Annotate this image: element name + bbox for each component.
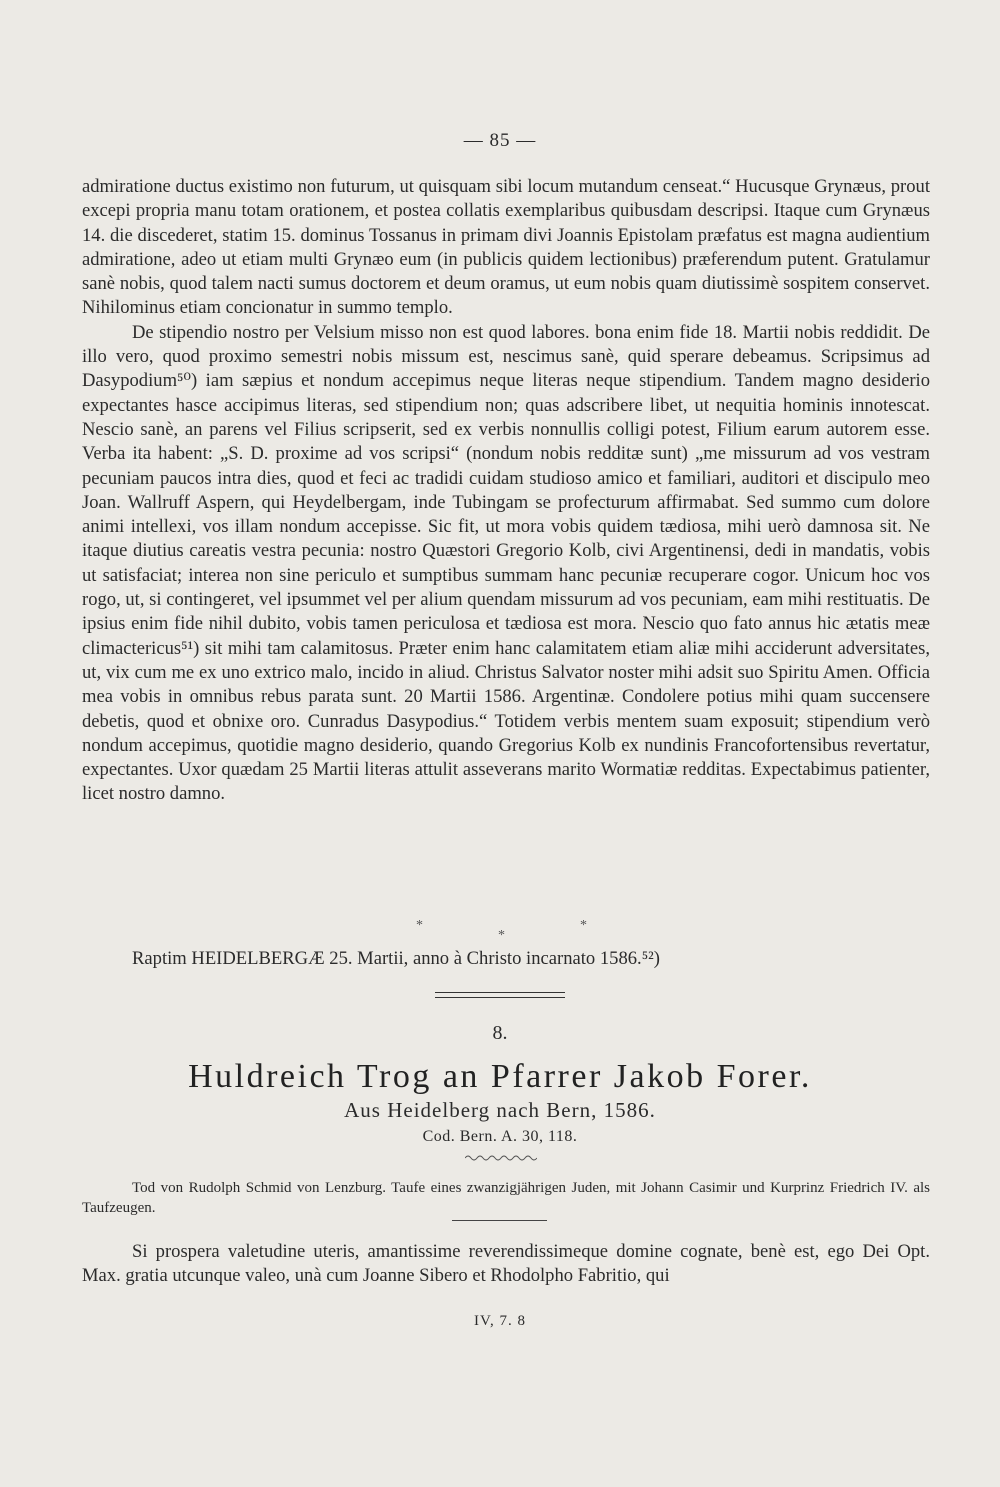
closing-line: Raptim HEIDELBERGÆ 25. Martii, anno à Christo incarnato 1586.⁵²)	[132, 948, 660, 969]
letter-summary: Tod von Rudolph Schmid von Lenzburg. Taufe eines zwanzigjährigen Juden, mit Johann Casimir und Kurprinz Friedrich IV. als Taufzeugen.	[82, 1180, 930, 1216]
letter-subtitle: Aus Heidelberg nach Bern, 1586.	[344, 1098, 656, 1122]
section-divider	[435, 992, 565, 998]
wavy-divider	[465, 1153, 537, 1163]
letter-number: 8.	[492, 1022, 508, 1044]
printer-signature: IV, 7. 8	[474, 1313, 526, 1329]
asterisk-left: *	[416, 918, 423, 933]
summary-divider	[452, 1220, 547, 1221]
letter-title: Huldreich Trog an Pfarrer Jakob Forer.	[188, 1058, 812, 1095]
asterisk-right: *	[580, 918, 587, 933]
letter-body	[82, 1240, 930, 1289]
paragraph-2: De stipendio nostro per Velsium misso non est quod labores. bona enim fide 18. Martii nobis reddidit. De illo vero, quod proximo semestri nobis missum est, nescimus sanè, quid sperare debeamus. Scripsimus ad Dasypodium⁵⁰) iam sæpius et nondum accepimus neque literas neque stipendium. Tandem magno desiderio expectantes hasce accipimus literas, sed stipendium non; quas adscribere libet, ut nequitia hominis innotescat. Nescio sanè, an parens vel Filius scripserit, sed ex verbis nonnullis colligi potest, Filium earum autorem esse. Verba ita habent: „S. D. proxime ad vos scripsi“ (nondum nobis redditæ sunt) „me missurum ad vos vestram pecuniam paucos intra dies, quod et feci ac tradidi cuidam studioso amico et familiari, auditori et discipulo meo Joan. Wallruff Aspern, qui Heydelbergam, inde Tubingam se profecturum affirmabat. Sed summo cum dolore animi intellexi, vos illam nondum accepisse. Sic fit, ut mora vobis quidem tædiosa, mihi uerò damnosa sit. Ne itaque diutius careatis vestra pecunia: nostro Quæstori Gregorio Kolb, civi Argentinensi, dedi in mandatis, vobis ut satisfaciat; interea non sine periculo et sumptibus summam hanc pecuniæ recuperare cogor. Unicum hoc vos rogo, ut, si contingeret, vel ipsummet vel per alium quendam missurum ad vos pecuniam, eam mihi restituatis. De ipsius enim fide nihil dubito, vobis tamen periculosa et tædiosa est mora. Nescio quo fato annus hic ætatis meæ climactericus⁵¹) sit mihi tam calamitosus. Præter enim hanc calamitatem etiam aliæ mihi acciderunt adversitates, ut, vix cum me ex uno extrico malo, incido in aliud. Christus Salvator noster mihi adsit suo Spiritu Amen. Officia mea vobis in omnibus rebus parata sunt. 20 Martii 1586. Argentinæ. Condolere potius mihi quam succensere debetis, quod et obnixe oro. Cunradus Dasypodius.“ Totidem verbis mentem suam exposuit; stipendium verò nondum accepimus, quotidie magno desiderio, quando Gregorius Kolb ex nundinis Francofortensibus revertatur, expectantes. Uxor quædam 25 Martii literas attulit asseverans marito Wormatiæ redditas. Expectabimus patienter, licet nostro damno.	[82, 321, 930, 805]
letter-source: Cod. Bern. A. 30, 118.	[422, 1128, 578, 1145]
asterisk-center: *	[498, 928, 505, 943]
asterism	[0, 918, 1000, 948]
letter-opening: Si prospera valetudine uteris, amantissime reverendissimeque domine cognate, benè est, ego Dei Opt. Max. gratia utcunque valeo, unà cum Joanne Sibero et Rhodolpho Fabritio, qui	[82, 1241, 930, 1287]
page-number: — 85 —	[463, 130, 537, 151]
body-text	[82, 175, 930, 807]
paragraph-1: admiratione ductus existimo non futurum, ut quisquam sibi locum mutandum censeat.“ Hucusque Grynæus, prout excepi propria manu totam orationem, et postea collatis exemplaribus quibusdam descripsi. Itaque cum Grynæus 14. die discederet, statim 15. dominus Tossanus in primam divi Joannis Epistolam præfatus est magna audientium admiratione, adeo ut etiam multi Grynæo eum (in publicis quidem lectionibus) præferendum putent. Gratulamur sanè nobis, quod talem nacti sumus doctorem et deum oramus, ut eum nobis quam diutissimè sospitem conservet. Nihilominus etiam concionatur in summo templo.	[82, 176, 930, 319]
